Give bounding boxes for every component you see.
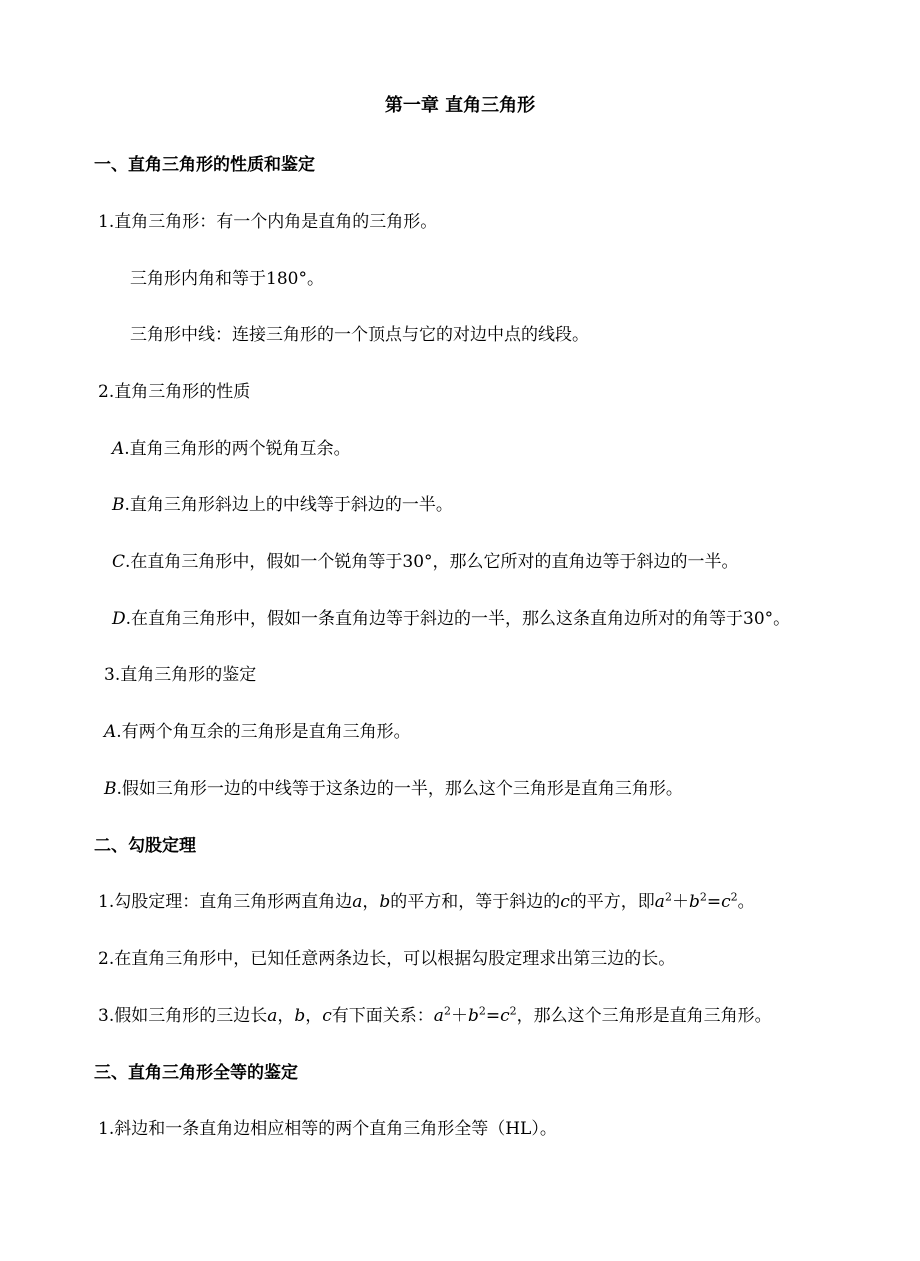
item-number: 3. [104,665,121,685]
item-text: 三角形中线：连接三角形的一个顶点与它的对边中点的线段。 [130,325,589,345]
item-text: .在直角三角形中，假如一个锐角等于30°，那么它所对的直角边等于斜边的一半。 [125,552,739,572]
item-number: 1. [98,892,115,912]
equals-sign: = [485,1006,501,1026]
list-item [98,211,437,233]
variable-b: b [379,892,391,912]
item-number: 2. [98,949,115,969]
equation-b: b [467,1006,479,1026]
list-item [104,778,683,800]
item-text: 直角三角形的性质 [114,382,251,402]
item-letter: A [104,722,117,742]
item-text: 直角三角形的鉴定 [120,665,257,685]
exponent: 2 [443,1004,451,1018]
list-item [112,438,351,460]
list-item [98,381,250,403]
item-letter: C [112,552,126,572]
section-heading-1: 一、直角三角形的性质和鉴定 [94,155,315,175]
section-heading-2: 二、勾股定理 [94,836,196,856]
exponent: 2 [478,1004,486,1018]
item-end: 。 [737,892,755,912]
separator: ， [362,892,380,912]
list-item [112,608,790,630]
list-item [98,891,755,913]
equation-a: a [433,1006,444,1026]
item-text: 勾股定理：直角三角形两直角边 [114,892,353,912]
list-item [104,721,411,743]
item-text: 三角形内角和等于180°。 [130,269,324,289]
exponent: 2 [730,890,738,904]
variable-a: a [352,892,363,912]
item-number: 3. [98,1006,115,1026]
item-text: 直角三角形：有一个内角是直角的三角形。 [114,212,438,232]
item-text: .直角三角形的两个锐角互余。 [124,439,351,459]
item-text: .有两个角互余的三角形是直角三角形。 [116,722,411,742]
separator: ， [277,1006,295,1026]
item-text: .直角三角形斜边上的中线等于斜边的一半。 [124,495,453,515]
item-text: 假如三角形的三边长 [114,1006,268,1026]
plus-sign: ＋ [671,892,689,912]
item-text: .在直角三角形中，假如一条直角边等于斜边的一半，那么这条直角边所对的角等于30°。 [125,609,791,629]
list-item [112,551,739,573]
item-text: 在直角三角形中，已知任意两条边长，可以根据勾股定理求出第三边的长。 [114,949,676,969]
item-letter: B [112,495,125,515]
document-title: 第一章 直角三角形 [384,95,536,116]
equation-b: b [688,892,700,912]
list-item [112,494,453,516]
list-item [98,948,675,970]
list-item [104,664,256,686]
variable-a: a [267,1006,278,1026]
item-number: 2. [98,382,115,402]
list-item [98,1005,772,1027]
item-number: 1. [98,1119,115,1139]
item-letter: A [112,439,125,459]
variable-b: b [294,1006,306,1026]
plus-sign: ＋ [450,1006,468,1026]
list-item [130,268,324,290]
equals-sign: = [706,892,722,912]
item-letter: D [112,609,126,629]
item-text: .假如三角形一边的中线等于这条边的一半，那么这个三角形是直角三角形。 [116,779,683,799]
equation-c: c [500,1006,510,1026]
list-item [98,1118,557,1140]
equation-c: c [721,892,731,912]
variable-c: c [322,1006,332,1026]
item-letter: B [104,779,117,799]
equation-a: a [654,892,665,912]
section-heading-3: 三、直角三角形全等的鉴定 [94,1063,298,1083]
item-text: 的平方，即 [569,892,655,912]
variable-c: c [560,892,570,912]
separator: ， [305,1006,323,1026]
exponent: 2 [699,890,707,904]
exponent: 2 [509,1004,517,1018]
item-number: 1. [98,212,115,232]
item-text: ，那么这个三角形是直角三角形。 [516,1006,772,1026]
list-item [130,324,589,346]
item-text: 斜边和一条直角边相应相等的两个直角三角形全等（HL）。 [114,1119,557,1139]
exponent: 2 [664,890,672,904]
item-text: 有下面关系： [331,1006,434,1026]
item-text: 的平方和，等于斜边的 [390,892,561,912]
